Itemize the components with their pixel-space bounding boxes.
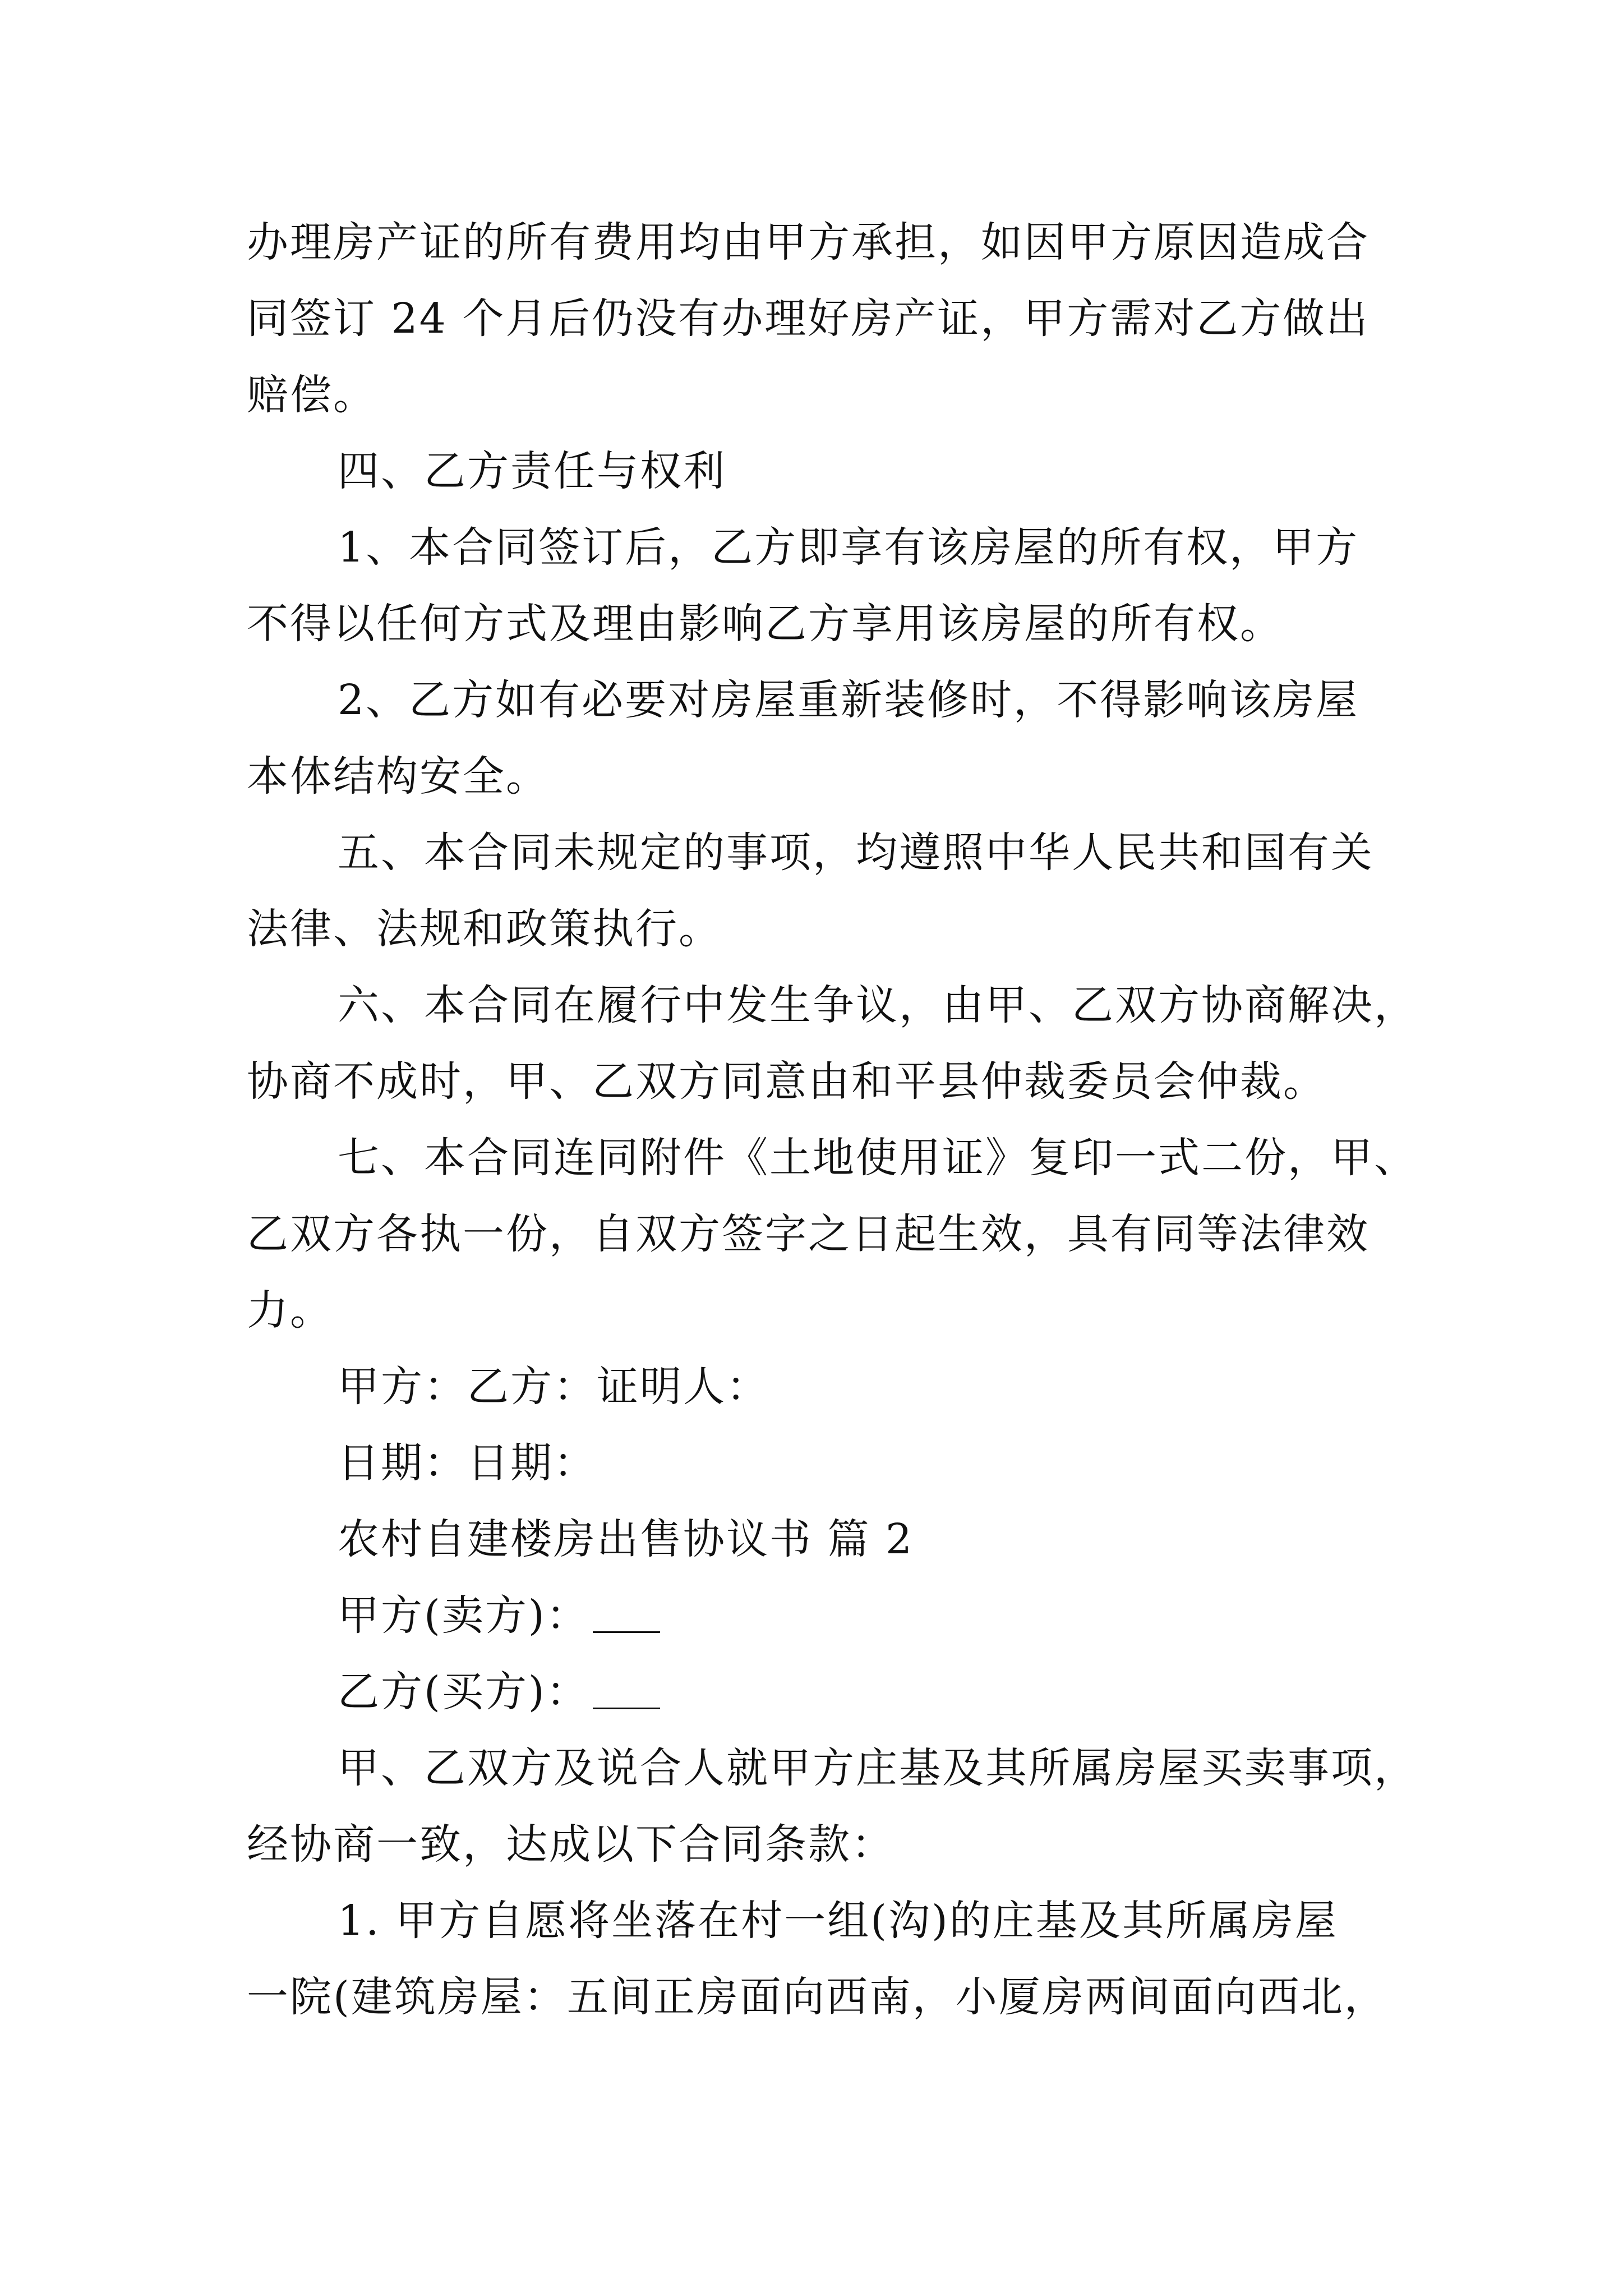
buyer-line bbox=[338, 1668, 660, 1716]
text-line-2: 同签订 24 个月后仍没有办理好房产证，甲方需对乙方做出 bbox=[247, 295, 1370, 343]
seller-blank bbox=[593, 1631, 660, 1633]
seller-label: 甲方(卖方)： bbox=[338, 1591, 589, 1640]
text-line-15: 力。 bbox=[247, 1286, 333, 1335]
text-line-11: 六、本合同在履行中发生争议，由甲、乙双方协商解决， bbox=[338, 981, 1417, 1029]
text-line-3: 赔偿。 bbox=[247, 371, 376, 419]
text-line-14: 乙双方各执一份，自双方签字之日起生效，具有同等法律效 bbox=[247, 1210, 1370, 1258]
text-line-24: 一院(建筑房屋：五间正房面向西南，小厦房两间面向西北， bbox=[247, 1973, 1387, 2021]
text-line-1: 办理房产证的所有费用均由甲方承担，如因甲方原因造成合 bbox=[247, 218, 1370, 266]
text-line-22: 经协商一致，达成以下合同条款： bbox=[247, 1820, 895, 1869]
date-line: 日期：日期： bbox=[338, 1439, 597, 1487]
section-heading-4: 四、乙方责任与权利 bbox=[338, 447, 726, 495]
text-line-5: 1、本合同签订后，乙方即享有该房屋的所有权，甲方 bbox=[338, 523, 1359, 572]
signature-line: 甲方：乙方：证明人： bbox=[338, 1363, 769, 1411]
seller-line bbox=[338, 1591, 660, 1640]
text-line-8: 本体结构安全。 bbox=[247, 752, 549, 800]
text-line-12: 协商不成时，甲、乙双方同意由和平县仲裁委员会仲裁。 bbox=[247, 1057, 1326, 1106]
text-line-7: 2、乙方如有必要对房屋重新装修时，不得影响该房屋 bbox=[338, 676, 1359, 724]
article-title: 农村自建楼房出售协议书 篇 2 bbox=[338, 1515, 914, 1563]
text-line-21: 甲、乙双方及说合人就甲方庄基及其所属房屋买卖事项， bbox=[338, 1744, 1417, 1792]
text-line-13: 七、本合同连同附件《土地使用证》复印一式二份，甲、 bbox=[338, 1134, 1417, 1182]
text-line-23: 1. 甲方自愿将坐落在村一组(沟)的庄基及其所属房屋 bbox=[338, 1897, 1338, 1945]
buyer-blank bbox=[593, 1707, 660, 1709]
text-line-6: 不得以任何方式及理由影响乙方享用该房屋的所有权。 bbox=[247, 600, 1283, 648]
buyer-label: 乙方(买方)： bbox=[338, 1668, 589, 1716]
text-line-10: 法律、法规和政策执行。 bbox=[247, 905, 722, 953]
text-line-9: 五、本合同未规定的事项，均遵照中华人民共和国有关 bbox=[338, 829, 1374, 877]
